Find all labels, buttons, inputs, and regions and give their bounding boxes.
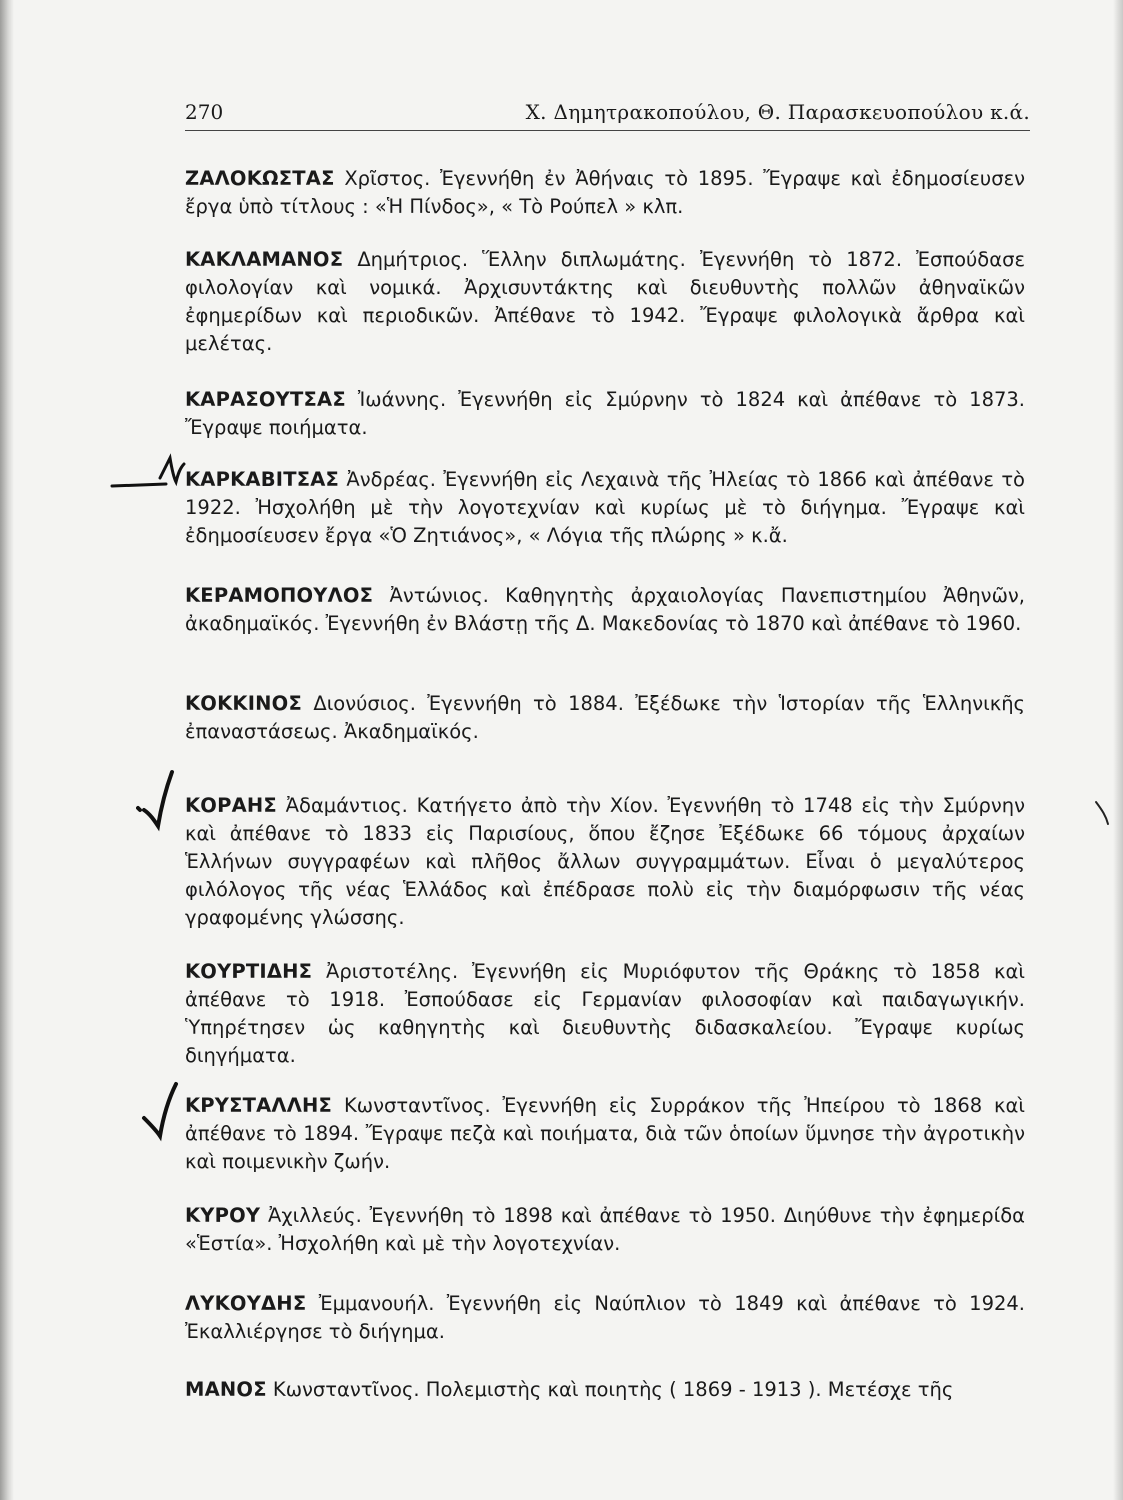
entry-karasoutsas [185, 386, 1025, 442]
entry-name: ΚΑΚΛΑΜΑΝΟΣ [185, 248, 344, 271]
entry-name: ΚΟΥΡΤΙΔΗΣ [185, 960, 313, 983]
entry-krystallis [185, 1092, 1025, 1176]
handwritten-check-mark [140, 1080, 186, 1142]
handwritten-margin-mark [1092, 796, 1116, 830]
entry-name: ΚΑΡΚΑΒΙΤΣΑΣ [185, 468, 340, 491]
entry-name: ΚΑΡΑΣΟΥΤΣΑΣ [185, 388, 346, 411]
entry-name: ΜΑΝΟΣ [185, 1378, 267, 1401]
entry-text: Ἀντώνιος. Καθηγητὴς ἀρχαιολογίας Πανεπιστημίου Ἀθηνῶν, ἀκαδημαϊκός. Ἐγεννήθη ἐν Βλάστῃ τῆς Δ. Μακεδονίας τὸ 1870 καὶ ἀπέθανε τὸ 1960. [185, 584, 1025, 635]
entry-korais [185, 792, 1025, 932]
page-edge-shadow [1113, 0, 1123, 1500]
handwritten-check-mark [136, 768, 182, 832]
entry-name: ΚΥΡΟΥ [185, 1204, 261, 1227]
entry-kourtidis [185, 958, 1025, 1070]
entry-kokkinos [185, 690, 1025, 746]
entry-text: Ἀδαμάντιος. Κατήγετο ἀπὸ τὴν Χίον. Ἐγεννήθη τὸ 1748 εἰς τὴν Σμύρνην καὶ ἀπέθανε τὸ 1833 εἰς Παρισίους, ὅπου ἔζησε Ἐξέδωκε 66 τόμους ἀρχαίων Ἑλλήνων συγγραφέων καὶ πλῆθος ἄλλων συγγραμμάτων. Εἶναι ὁ μεγαλύτερος φιλόλογος τῆς νέας Ἑλλάδος καὶ ἐπέδρασε πολὺ εἰς τὴν διαμόρφωσιν τῆς νέας γραφομένης γλώσσης. [185, 794, 1025, 929]
entry-manos [185, 1376, 1025, 1404]
entry-zalokostas [185, 165, 1025, 221]
entry-text: Ἀχιλλεύς. Ἐγεννήθη τὸ 1898 καὶ ἀπέθανε τὸ 1950. Διηύθυνε τὴν ἐφημερίδα «Ἑστία». Ἠσχολήθη καὶ μὲ τὴν λογοτεχνίαν. [185, 1204, 1025, 1255]
entry-text: Ἐμμανουήλ. Ἐγεννήθη εἰς Ναύπλιον τὸ 1849 καὶ ἀπέθανε τὸ 1924. Ἐκαλλιέργησε τὸ διήγημα. [185, 1292, 1025, 1343]
entry-text: Ἀνδρέας. Ἐγεννήθη εἰς Λεχαινὰ τῆς Ἠλείας τὸ 1866 καὶ ἀπέθανε τὸ 1922. Ἠσχολήθη μὲ τὴν λογοτεχνίαν καὶ κυρίως μὲ τὸ διήγημα. Ἔγραψε καὶ ἐδημοσίευσεν ἔργα «Ὁ Ζητιάνος», « Λόγια τῆς πλώρης » κ.ἄ. [185, 468, 1025, 547]
page-header [185, 96, 1030, 130]
entry-text: Κωνσταντῖνος. Πολεμιστὴς καὶ ποιητὴς ( 1869 - 1913 ). Μετέσχε τῆς [272, 1378, 954, 1401]
entry-text: Κωνσταντῖνος. Ἐγεννήθη εἰς Συρράκον τῆς Ἠπείρου τὸ 1868 καὶ ἀπέθανε τὸ 1894. Ἔγραψε πεζὰ καὶ ποιήματα, διὰ τῶν ὁποίων ὕμνησε τὴν ἀγροτικὴν καὶ ποιμενικὴν ζωήν. [185, 1094, 1026, 1173]
entry-name: ΚΕΡΑΜΟΠΟΥΛΟΣ [185, 584, 374, 607]
entry-name: ΛΥΚΟΥΔΗΣ [185, 1292, 307, 1315]
entry-kyrou [185, 1202, 1025, 1258]
entry-text: Ἰωάννης. Ἐγεννήθη εἰς Σμύρνην τὸ 1824 καὶ ἀπέθανε τὸ 1873. Ἔγραψε ποιήματα. [185, 388, 1026, 439]
page-edge-shadow [0, 0, 14, 1500]
header-rule [185, 130, 1030, 131]
entry-name: ΚΟΚΚΙΝΟΣ [185, 692, 302, 715]
entry-lykoudis [185, 1290, 1025, 1346]
page-number: 270 [185, 100, 224, 124]
entry-text: Ἀριστοτέλης. Ἐγεννήθη εἰς Μυριόφυτον τῆς Θράκης τὸ 1858 καὶ ἀπέθανε τὸ 1918. Ἐσπούδασε εἰς Γερμανίαν φιλοσοφίαν καὶ παιδαγωγικήν. Ὑπηρέτησεν ὡς καθηγητὴς καὶ διευθυντὴς διδασκαλείου. Ἔγραψε κυρίως διηγήματα. [185, 960, 1025, 1067]
running-head: Χ. Δημητρακοπούλου, Θ. Παρασκευοπούλου κ.ά. [525, 100, 1030, 124]
entry-kaklamanos [185, 246, 1025, 358]
entry-name: ΖΑΛΟΚΩΣΤΑΣ [185, 167, 335, 190]
handwritten-arrow-mark [110, 448, 190, 498]
entry-text: Χρῖστος. Ἐγεννήθη ἐν Ἀθήναις τὸ 1895. Ἔγραψε καὶ ἐδημοσίευσεν ἔργα ὑπὸ τίτλους : «Ἡ Πίνδος», « Τὸ Ρούπελ » κλπ. [185, 167, 1025, 218]
entry-text: Δημήτριος. Ἕλλην διπλωμάτης. Ἐγεννήθη τὸ 1872. Ἐσπούδασε φιλολογίαν καὶ νομικά. Ἀρχισυντάκτης καὶ διευθυντὴς πολλῶν ἀθηναϊκῶν ἐφημερίδων καὶ περιοδικῶν. Ἀπέθανε τὸ 1942. Ἔγραψε φιλολογικὰ ἄρθρα καὶ μελέτας. [185, 248, 1025, 355]
entry-karkavitsas [185, 466, 1025, 550]
entry-keramopoulos [185, 582, 1025, 638]
entry-name: ΚΡΥΣΤΑΛΛΗΣ [185, 1094, 333, 1117]
entry-text: Διονύσιος. Ἐγεννήθη τὸ 1884. Ἐξέδωκε τὴν Ἱστορίαν τῆς Ἑλληνικῆς ἐπαναστάσεως. Ἀκαδημαϊκός. [185, 692, 1025, 743]
entry-name: ΚΟΡΑΗΣ [185, 794, 277, 817]
